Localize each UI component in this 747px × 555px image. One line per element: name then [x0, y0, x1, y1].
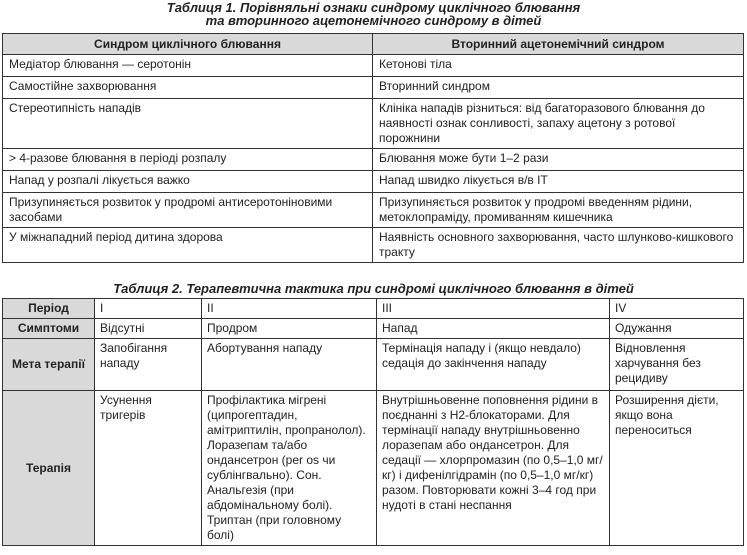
table-row — [3, 55, 744, 77]
table1-caption-line1: Таблиця 1. Порівняльні ознаки синдрому циклічного блювання — [166, 0, 581, 15]
table-cell: Розширення дієти, якщо вона переноситься — [610, 391, 744, 546]
row-header: Мета терапії — [3, 339, 95, 391]
table-cell: Одужання — [610, 319, 744, 339]
table-header-row — [3, 34, 744, 55]
table-cell: Продром — [202, 319, 377, 339]
table-cell: У міжнападний період дитина здорова — [3, 228, 373, 263]
table-cell: II — [202, 299, 377, 319]
table-cell: Термінація нападу і (якщо невдало) седація до закінчення нападу — [377, 339, 610, 391]
table-row — [3, 149, 744, 171]
table-cell: Вторинний синдром — [373, 77, 744, 99]
table-cell: Призупиняється розвиток у продромі антисеротоніновими засобами — [3, 193, 373, 228]
table-cell: Кетонові тіла — [373, 55, 744, 77]
table-cell: Усунення тригерів — [95, 391, 202, 546]
table-row — [3, 299, 744, 319]
table1-caption — [0, 1, 747, 27]
table-cell: Самостійне захворювання — [3, 77, 373, 99]
table-row — [3, 193, 744, 228]
table-cell: Стереотипність нападів — [3, 99, 373, 149]
table-cell: Відсутні — [95, 319, 202, 339]
table-cell: Медіатор блювання — серотонін — [3, 55, 373, 77]
row-header: Симптоми — [3, 319, 95, 339]
table-row — [3, 339, 744, 391]
table-row — [3, 77, 744, 99]
table2-caption: Таблиця 2. Терапевтична тактика при синдромі циклічного блювання в дітей — [113, 281, 634, 296]
table-cell: Клініка нападів різниться: від багаторазового блювання до наявності ознак сонливості, запаху ацетону з ротової порожнини — [373, 99, 744, 149]
table-row — [3, 171, 744, 193]
table-cell: Призупиняється розвиток у продромі введенням рідини, метоклопраміду, промиванням кишечника — [373, 193, 744, 228]
table-cell: Блювання може бути 1–2 рази — [373, 149, 744, 171]
table-cell: IV — [610, 299, 744, 319]
table-row — [3, 391, 744, 546]
table-cell: III — [377, 299, 610, 319]
table-cell: Профілактика мігрені (ципрогептадин, амітриптилін, пропранолол). Лоразепам та/або ондансетрон (per os чи сублінгвально). Сон. Анальгезія (при абдомінальному болі). Триптан (при головному болі) — [202, 391, 377, 546]
table-row — [3, 319, 744, 339]
table-cell: Наявність основного захворювання, часто шлунково-кишкового тракту — [373, 228, 744, 263]
table-cell: Напад — [377, 319, 610, 339]
column-header: Вторинний ацетонемічний синдром — [373, 34, 744, 55]
table-cell: Напад швидко лікується в/в ІТ — [373, 171, 744, 193]
table-row — [3, 228, 744, 263]
table-cell: Запобігання нападу — [95, 339, 202, 391]
table-cell: > 4-разове блювання в періоді розпалу — [3, 149, 373, 171]
therapy-table — [2, 298, 744, 546]
table-row — [3, 99, 744, 149]
table-cell: Напад у розпалі лікується важко — [3, 171, 373, 193]
comparison-table — [2, 33, 744, 263]
row-header: Терапія — [3, 391, 95, 546]
table-cell: Абортування нападу — [202, 339, 377, 391]
table-cell: Відновлення харчування без рецидиву — [610, 339, 744, 391]
table1-caption-line2: та вторинного ацетонемічного синдрому в дітей — [205, 13, 542, 28]
row-header: Період — [3, 299, 95, 319]
table-cell: Внутрішньовенне поповнення рідини в поєднанні з H2-блокаторами. Для термінації нападу внутрішньовенно лоразепам або ондансетрон. Для седації — хлорпромазин (по 0,5–1,0 мг/кг) і дифенілгідрамін (по 0,5–1,0 мг/кг) разом. Повторювати кожні 3–4 год при нудоті в стані неспання — [377, 391, 610, 546]
column-header: Синдром циклічного блювання — [3, 34, 373, 55]
table-cell: I — [95, 299, 202, 319]
